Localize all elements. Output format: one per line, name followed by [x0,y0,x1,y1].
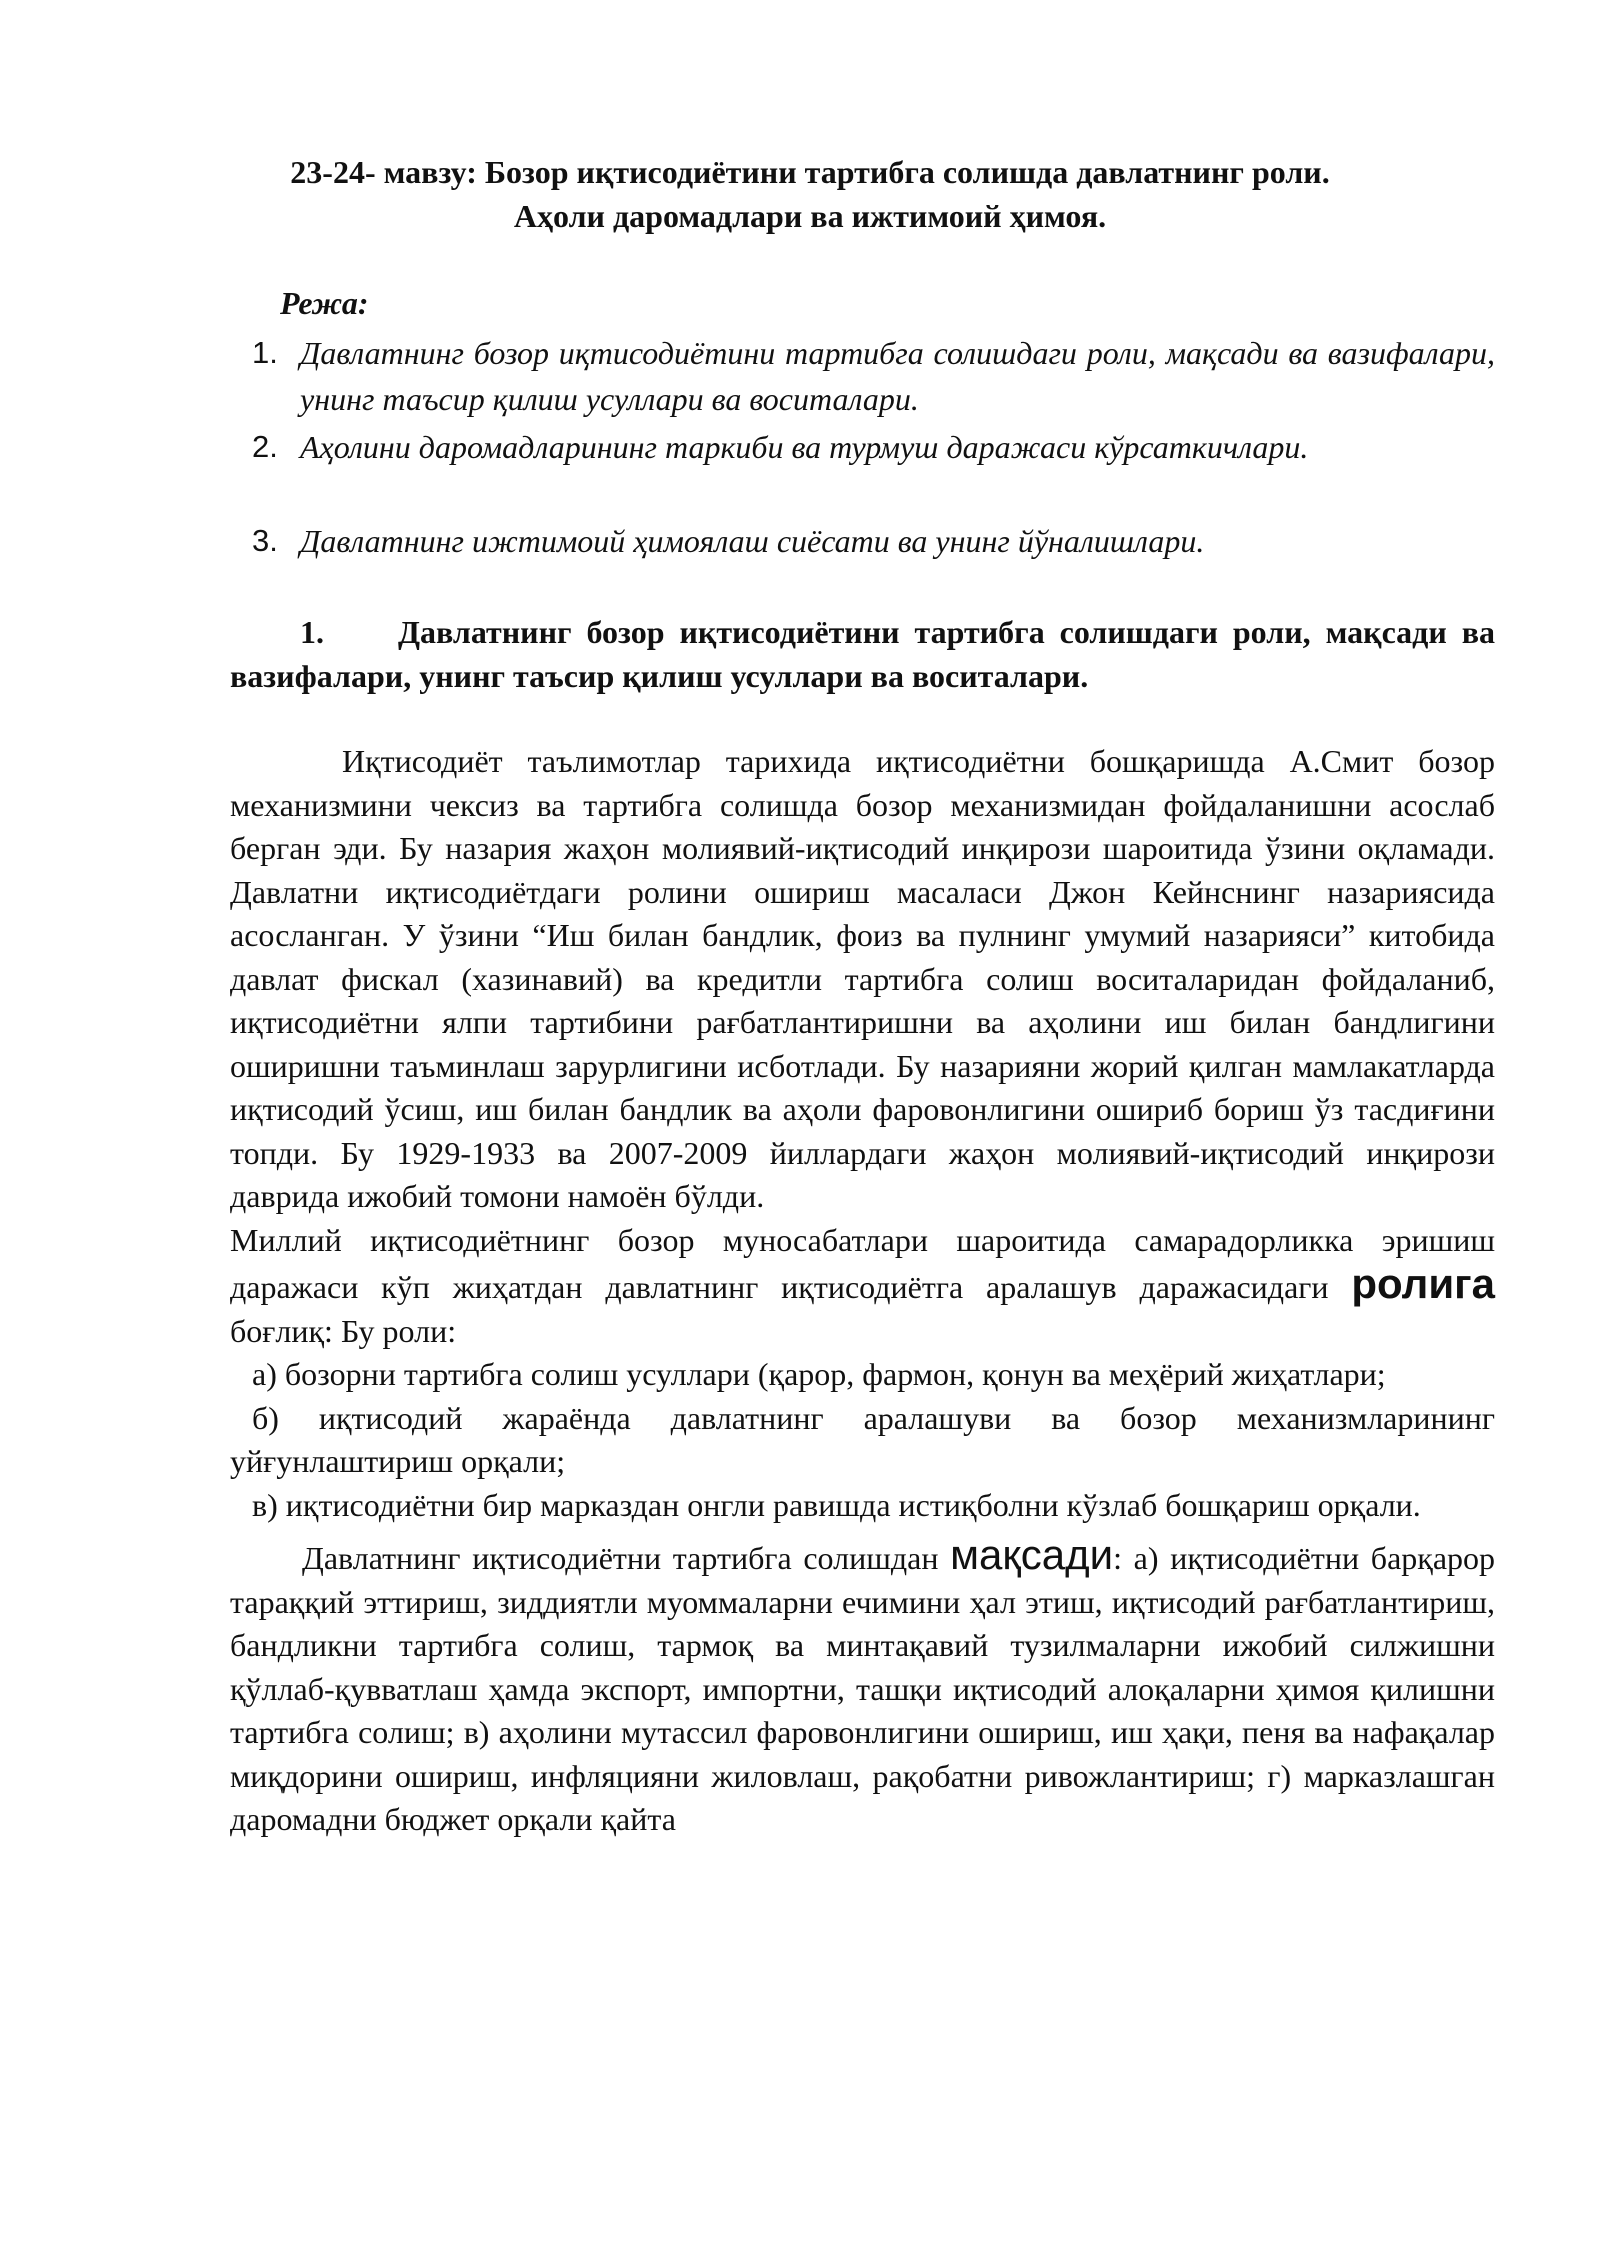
plan-item-3 [252,518,1495,564]
title-line-2: Аҳоли даромадлари ва ижтимоий ҳимоя. [513,198,1107,234]
paragraph-3-text: Давлатнинг иқтисодиётни тартибга солишдан [302,1540,939,1576]
plan-item-1 [252,330,1495,422]
paragraph-2 [230,1219,1495,1354]
title-line-1: 23-24- мавзу: Бозор иқтисодиётини тартибга солишда давлатнинг роли. [290,154,1330,190]
paragraph-3-continuation: : а) иқтисодиётни барқарор тараққий эттириш, зиддиятли муоммаларни ечимини ҳал этиш, иқтисодий рағбатлантириш, бандликни тартибга солиш, тармоқ ва минтақавий тузилмаларни ижобий силжишни қўллаб-қувватлаш ҳамда экспорт, импортни, ташқи иқтисодий алоқаларни ҳимоя қилишни тартибга солиш; в) аҳолини мутассил фаровонлигини ошириш, иш ҳақи, пеня ва нафақалар миқдорини ошириш, инфляцияни жиловлаш, рақобатни ривожлантириш; г) марказлашган даромадни бюджет орқали қайта [230,1540,1496,1837]
list-item-a: а) бозорни тартибга солиш усуллари (қарор, фармон, қонун ва меҳёрий жиҳатлари; [252,1356,1386,1392]
paragraph-2-text: Миллий иқтисодиётнинг бозор муносабатлари шароитида самарадорликка эришиш даражаси кўп жиҳатдан давлатнинг иқтисодиётга аралашув даражасидаги [230,1221,1495,1305]
plan-heading: Режа: [280,285,369,321]
plan-item-number: 3. [252,523,278,558]
plan-item-2 [252,424,1495,470]
paragraph-2-end: боғлиқ: Бу роли: [230,1312,457,1349]
document-title [200,150,1420,238]
emphasis-maqsadi: мақсади [950,1531,1114,1578]
plan-item-number: 1. [252,335,278,370]
section-1-heading [230,610,1495,698]
list-item-b: б) иқтисодий жараёнда давлатнинг аралашуви ва бозор механизмларининг уйғунлаштириш орқали; [230,1399,1495,1479]
section-1-number: 1. [300,614,324,650]
plan-item-text: Давлатнинг бозор иқтисодиётини тартибга солишдаги роли, мақсади ва вазифалари, унинг таъсир қилиш усуллари ва воситалари. [300,335,1495,417]
emphasis-roliga: ролига [1351,1260,1496,1307]
section-1-title: Давлатнинг бозор иқтисодиётини тартибга солишдаги роли, мақсади ва вазифалари, унинг таъсир қилиш усуллари ва воситалари. [230,614,1495,694]
plan-item-text: Давлатнинг ижтимоий ҳимоялаш сиёсати ва унинг йўналишлари. [300,523,1205,559]
main-text [230,740,1495,1842]
paragraph-1: Иқтисодиёт таълимотлар тарихида иқтисодиётни бошқаришда А.Смит бозор механизмини чексиз ва тартибга солишда бозор механизмидан фойдаланишни асослаб берган эди. Бу назария жаҳон молиявий-иқтисодий инқирози шароитида ўзини оқламади. Давлатни иқтисодиётдаги ролини ошириш масаласи Джон Кейнснинг назариясида асосланган. У ўзини “Иш билан бандлик, фоиз ва пулнинг умумий назарияси” китобида давлат фискал (хазинавий) ва кредитли тартибга солиш воситаларидан фойдаланиб, иқтисодиётни ялпи тартибини рағбатлантиришни ва аҳолини иш билан бандлигини оширишни таъминлаш зарурлигини исботлади. Бу назарияни жорий қилган мамлакатларда иқтисодий ўсиш, иш билан бандлик ва аҳоли фаровонлигини ошириб бориш ўз тасдиғини топди. Бу 1929-1933 ва 2007-2009 йиллардаги жаҳон молиявий-иқтисодий инқирози даврида ижобий томони намоён бўлди. [230,743,1495,1214]
list-item-c: в) иқтисодиётни бир марказдан онгли равишда истиқболни кўзлаб бошқариш орқали. [252,1486,1421,1523]
plan-item-text: Аҳолини даромадларининг таркиби ва турмуш даражаси кўрсаткичлари. [300,429,1309,465]
paragraph-3 [230,1533,1495,1842]
plan-item-number: 2. [252,429,278,464]
